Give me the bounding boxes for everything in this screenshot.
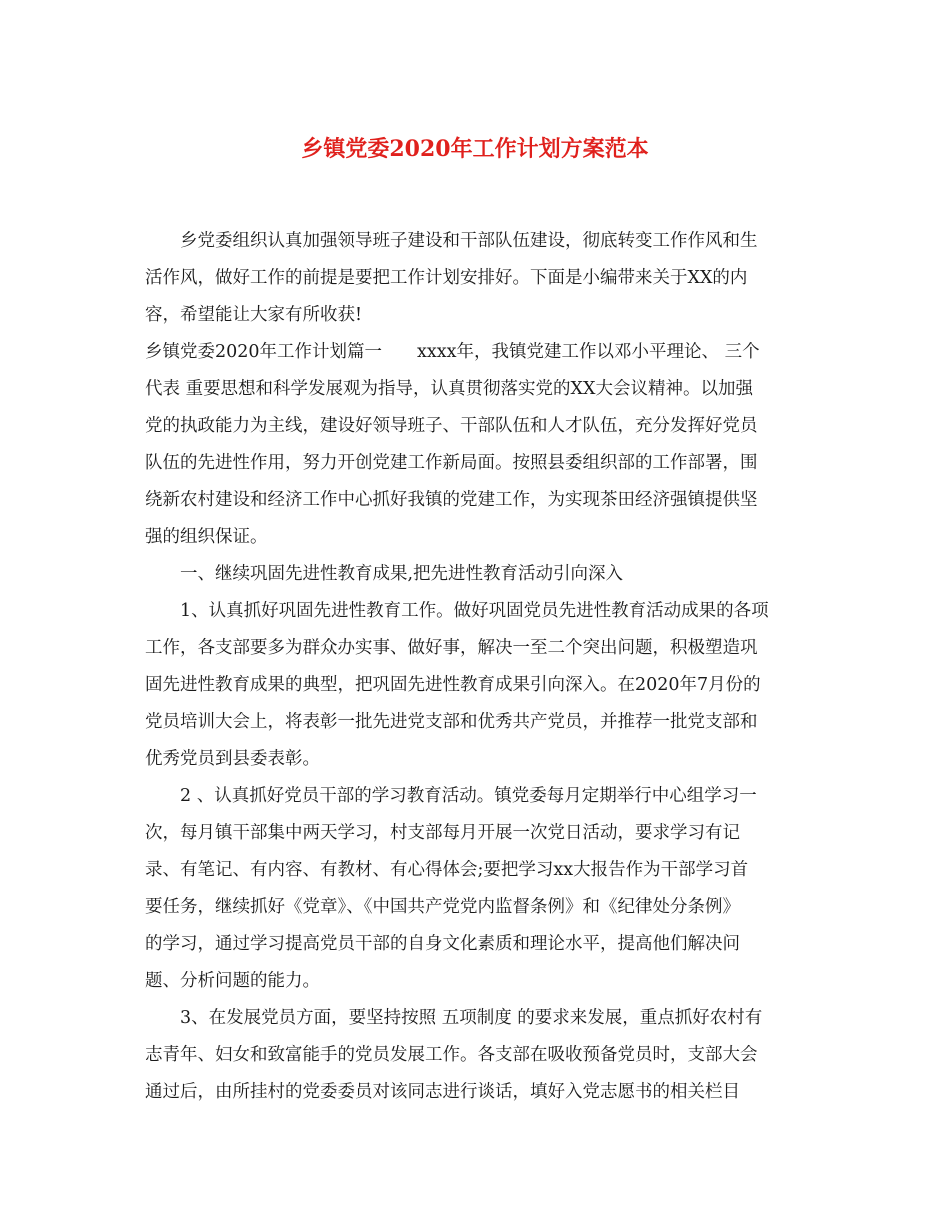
body-line: 活作风，做好工作的前提是要把工作计划安排好。下面是小编带来关于XX的内 <box>145 268 748 288</box>
body-line: 优秀党员到县委表彰。 <box>145 749 320 769</box>
body-line: 强的组织保证。 <box>145 527 268 547</box>
body-line: 队伍的先进性作用，努力开创党建工作新局面。按照县委组织部的工作部署，围 <box>145 453 758 473</box>
body-line: 容，希望能让大家有所收获! <box>145 305 363 325</box>
body-line: 绕新农村建设和经济工作中心抓好我镇的党建工作，为实现茶田经济强镇提供坚 <box>145 490 758 510</box>
document-title: 乡镇党委2020年工作计划方案范本 <box>301 136 649 162</box>
body-line: 题、分析问题的能力。 <box>145 971 320 991</box>
body-line: 3、在发展党员方面，要坚持按照 五项制度 的要求来发展，重点抓好农村有 <box>180 1008 763 1028</box>
body-line: 党员培训大会上，将表彰一批先进党支部和优秀共产党员，并推荐一批党支部和 <box>145 712 758 732</box>
body-line: 要任务，继续抓好《党章》、《中国共产党党内监督条例》和《纪律处分条例》 <box>145 897 740 917</box>
body-line: 录、有笔记、有内容、有教材、有心得体会;要把学习xx大报告作为干部学习首 <box>145 860 749 880</box>
body-line: 通过后，由所挂村的党委委员对该同志进行谈话，填好入党志愿书的相关栏目 <box>145 1082 740 1102</box>
body-line: 乡党委组织认真加强领导班子建设和干部队伍建设，彻底转变工作作风和生 <box>180 231 758 251</box>
body-line: 工作，各支部要多为群众办实事、做好事，解决一至二个突出问题，积极塑造巩 <box>145 638 758 658</box>
body-line: 代表 重要思想和科学发展观为指导，认真贯彻落实党的XX大会议精神。以加强 <box>145 379 753 399</box>
body-line: 的学习，通过学习提高党员干部的自身文化素质和理论水平，提高他们解决问 <box>145 934 740 954</box>
body-line: 次，每月镇干部集中两天学习，村支部每月开展一次党日活动，要求学习有记 <box>145 823 740 843</box>
body-line: 1、认真抓好巩固先进性教育工作。做好巩固党员先进性教育活动成果的各项 <box>180 601 769 621</box>
body-line: 乡镇党委2020年工作计划篇一 xxxx年，我镇党建工作以邓小平理论、 三个 <box>145 342 760 362</box>
body-line: 固先进性教育成果的典型，把巩固先进性教育成果引向深入。在2020年7月份的 <box>145 675 761 695</box>
body-line: 2 、认真抓好党员干部的学习教育活动。镇党委每月定期举行中心组学习一 <box>180 786 757 806</box>
section-heading: 一、继续巩固先进性教育成果,把先进性教育活动引向深入 <box>180 564 624 584</box>
body-line: 党的执政能力为主线，建设好领导班子、干部队伍和人才队伍，充分发挥好党员 <box>145 416 758 436</box>
body-line: 志青年、妇女和致富能手的党员发展工作。各支部在吸收预备党员时，支部大会 <box>145 1045 758 1065</box>
